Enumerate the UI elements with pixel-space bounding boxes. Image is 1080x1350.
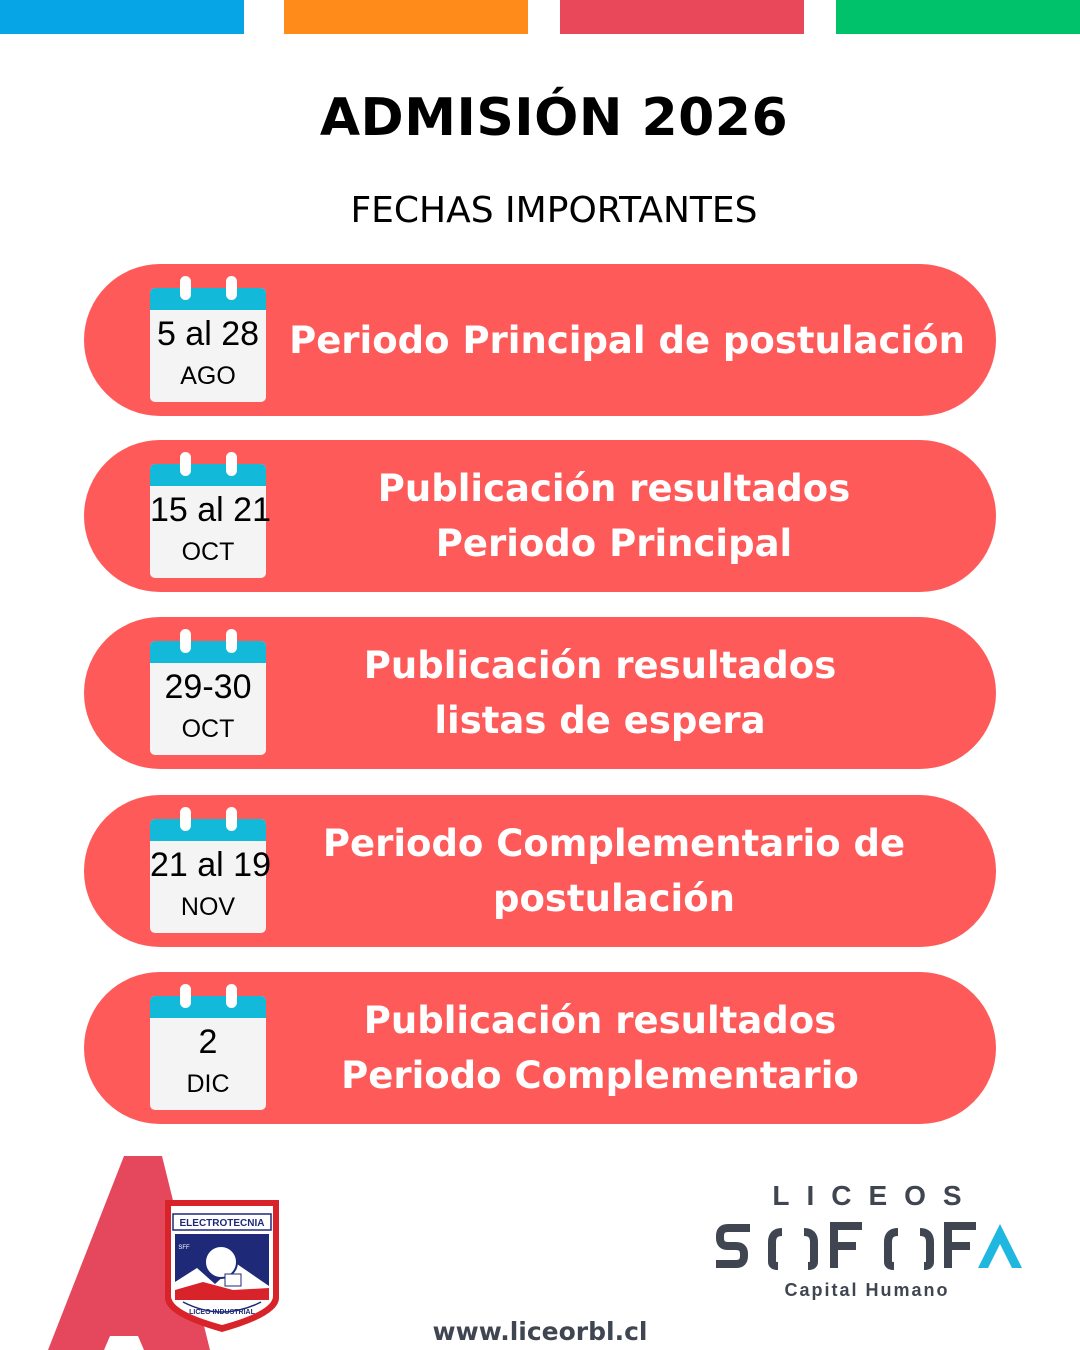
sofofa-logo [712, 1180, 1022, 1301]
calendar-icon [150, 641, 266, 755]
event-card [84, 617, 996, 769]
event-description [260, 617, 940, 769]
event-line: postulación [493, 877, 735, 920]
top-bar-green [836, 0, 1080, 34]
website-url: www.liceorbl.cl [432, 1317, 648, 1346]
event-line: Periodo Principal [435, 522, 793, 565]
calendar-icon [150, 288, 266, 402]
event-line: Periodo Complementario [341, 1054, 859, 1097]
event-description [284, 264, 970, 416]
page-subtitle: FECHAS IMPORTANTES [350, 190, 758, 231]
event-day: 2 [198, 1023, 218, 1061]
crest-bottom-text: LICEO INDUSTRIAL [189, 1309, 255, 1316]
event-line: Publicación resultados [377, 467, 851, 510]
event-month: OCT [181, 538, 235, 566]
event-line: Publicación resultados [363, 644, 837, 687]
crest-top-text: ELECTROTECNIA [179, 1218, 265, 1229]
event-description [274, 795, 954, 947]
sofofa-top-text: LICEOS [772, 1180, 979, 1211]
event-month: AGO [180, 362, 236, 390]
calendar-icon [150, 819, 271, 933]
event-month: NOV [180, 893, 236, 921]
event-day: 5 al 28 [156, 315, 260, 353]
event-description [274, 440, 954, 592]
calendar-icon [150, 464, 271, 578]
school-crest-logo [163, 1198, 281, 1334]
event-card [84, 972, 996, 1124]
event-card [84, 795, 996, 947]
calendar-icon [150, 996, 266, 1110]
event-line: listas de espera [434, 699, 766, 742]
event-line: Periodo Principal de postulación [289, 318, 965, 362]
event-month: DIC [186, 1070, 230, 1098]
event-line: Periodo Complementario de [322, 822, 906, 865]
top-bar-orange [284, 0, 528, 34]
event-month: OCT [181, 715, 235, 743]
top-bar-red [560, 0, 804, 34]
sofofa-bottom-text: Capital Humano [784, 1280, 950, 1300]
sofofa-wordmark [712, 1218, 1022, 1274]
event-day: 29-30 [164, 668, 252, 706]
event-day: 21 al 19 [150, 846, 271, 884]
top-bar-blue [0, 0, 244, 34]
event-card [84, 264, 996, 416]
crest-small-text: SFF [178, 1245, 190, 1251]
event-description [260, 972, 940, 1124]
page-title: ADMISIÓN 2026 [319, 88, 789, 148]
event-line: Publicación resultados [363, 999, 837, 1042]
event-day: 15 al 21 [150, 491, 271, 529]
event-card [84, 440, 996, 592]
